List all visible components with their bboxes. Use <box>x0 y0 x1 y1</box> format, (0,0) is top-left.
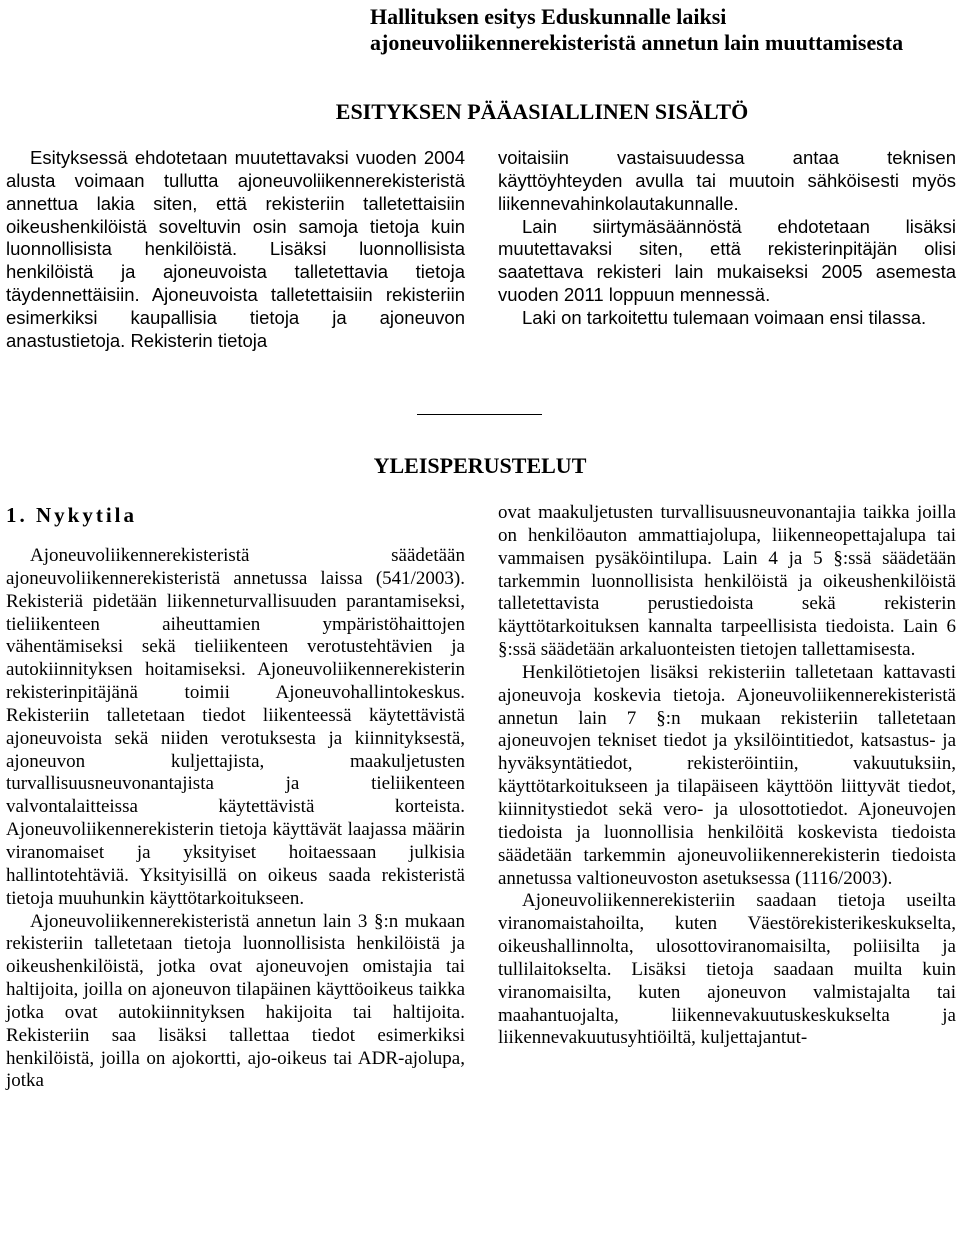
basic-heading: YLEISPERUSTELUT <box>373 453 587 478</box>
summary-paragraph: Esityksessä ehdotetaan muutettavaksi vuoden 2004 alusta voimaan tullutta ajoneuvoliikennerekisteristä annettua lakia siten, että rekisteriin talletettaisiin oikeushenkilöistä soveltuvin osin samoja tietoja kuin luonnollisista henkilöistä. Lisäksi luonnollisista henkilöistä ja ajoneuvoista talletettavia tietoja täydennettäisiin. Ajoneuvoista talletettaisiin rekisteriin esimerkiksi kaupallisia tietoja ja ajoneuvon anastustietoja. Rekisterin tietoja <box>6 147 465 351</box>
section-divider <box>417 414 542 415</box>
body-paragraph: Ajoneuvoliikennerekisteriin saadaan tietoja useilta viranomaistahoilta, kuten Väestörekisterikeskukselta, oikeushallinnolta, ulosottoviranomaisilta, poliisilta ja tullilaitokselta. Lisäksi tietoja saadaan muilta kuin viranomaisilta, kuten ajoneuvon valmistajalta tai maahantuojalta, liikennevakuutuskeskukselta ja liikennevakuutusyhtiöiltä, kuljettajantut- <box>498 890 956 1049</box>
body-paragraph: Ajoneuvoliikennerekisteristä säädetään ajoneuvoliikennerekisteristä annetussa laissa (541/2003). Rekisteriä pidetään liikenneturvallisuuden parantamiseksi, tieliikenteen aiheuttamien ympäristöhaittojen vähentämiseksi sekä tieliikenteen verotustehtävien ja autokiinnityksen hoitamiseksi. Ajoneuvoliikennerekisterin rekisterinpitäjänä toimii Ajoneuvohallintokeskus. Rekisteriin talletetaan tiedot liikenteessä käytettävistä ajoneuvoista sekä niiden verotuksesta ja kiinnityksestä, ajoneuvon kuljettajista, maakuljetusten turvallisuusneuvonantajista ja tieliikenteen valvontalaitteissa käytettävistä korteista. Ajoneuvoliikennerekisterin tietoja käyttävät laajassa määrin viranomaiset ja yksityiset hoitaessaan julkisia hallintotehtäviä. Yksityisillä on oikeus saada rekisteristä tietoja muuhunkin käyttötarkoitukseen. <box>6 545 465 909</box>
body-paragraph: Henkilötietojen lisäksi rekisteriin talletetaan kattavasti ajoneuvoja koskevia tietoja. Ajoneuvoliikennerekisteristä annetun lain 7 §:n mukaan rekisteriin talletetaan ajoneuvojen tekniset tiedot ja yksilöintitiedot, katsastus- ja hyväksyntätiedot, rekisteröintiin, vakuutuksiin, käyttötarkoitukseen ja tilapäiseen käyttöön liittyvät tiedot, kiinnitystiedot sekä vero- ja ulosottotiedot. Ajoneuvojen tiedoista ja luonnollisia henkilöitä koskevista tiedoista säädetään tarkemmin ajoneuvoliikennerekisterin tiedoista annetussa valtioneuvoston asetuksessa (1116/2003). <box>498 661 956 889</box>
summary-right-column <box>498 147 956 330</box>
summary-paragraph: Lain siirtymäsäännöstä ehdotetaan lisäksi muutettavaksi siten, että rekisterinpitäjän olisi saatettava rekisteri lain mukaiseksi 2005 asemesta vuoden 2011 loppuun mennessä. <box>498 215 956 306</box>
body-paragraph: ovat maakuljetusten turvallisuusneuvonantajia taikka joilla on henkilöauton ammattiajolupa, liikenneopettajalupa tai vammaisen pysäköintilupa. Lain 4 ja 5 §:ssä säädetään tarkemmin luonnollisista henkilöistä ja oikeushenkilöistä talletettavista perustiedoista sekä rekisterin käyttötarkoituksen kannalta tarpeellisista tiedoista. Lain 6 §:ssä säädetään arkaluonteisten tietojen tallettamisesta. <box>498 502 956 661</box>
body-right-column <box>498 502 956 1050</box>
summary-paragraph: Laki on tarkoitettu tulemaan voimaan ensi tilassa. <box>522 306 927 328</box>
summary-left-column <box>6 147 465 353</box>
summary-heading: ESITYKSEN PÄÄASIALLINEN SISÄLTÖ <box>335 99 749 124</box>
summary-paragraph: voitaisiin vastaisuudessa antaa teknisen käyttöyhteyden avulla tai muutoin sähköisesti myös liikennevahinkolautakunnalle. <box>498 147 956 214</box>
body-paragraph: Ajoneuvoliikennerekisteristä annetun lain 3 §:n mukaan rekisteriin talletetaan tietoja luonnollisista henkilöistä ja oikeushenkilöistä, jotka ovat ajoneuvojen omistajia tai haltijoita, joilla on ajoneuvon tilapäinen käyttöoikeus taikka jotka ovat autokiinnityksen hakijoita tai haltijoita. Rekisteriin saa lisäksi tallettaa tiedot esimerkiksi henkilöistä, joilla on ajokortti, ajo-oikeus tai ADR-ajolupa, jotka <box>6 910 465 1092</box>
section-heading: 1. Nykytila <box>6 503 138 527</box>
document-title: Hallituksen esitys Eduskunnalle laiksi ajoneuvoliikennerekisteristä annetun lain muuttamisesta <box>370 4 904 55</box>
body-left-column <box>6 545 465 1093</box>
